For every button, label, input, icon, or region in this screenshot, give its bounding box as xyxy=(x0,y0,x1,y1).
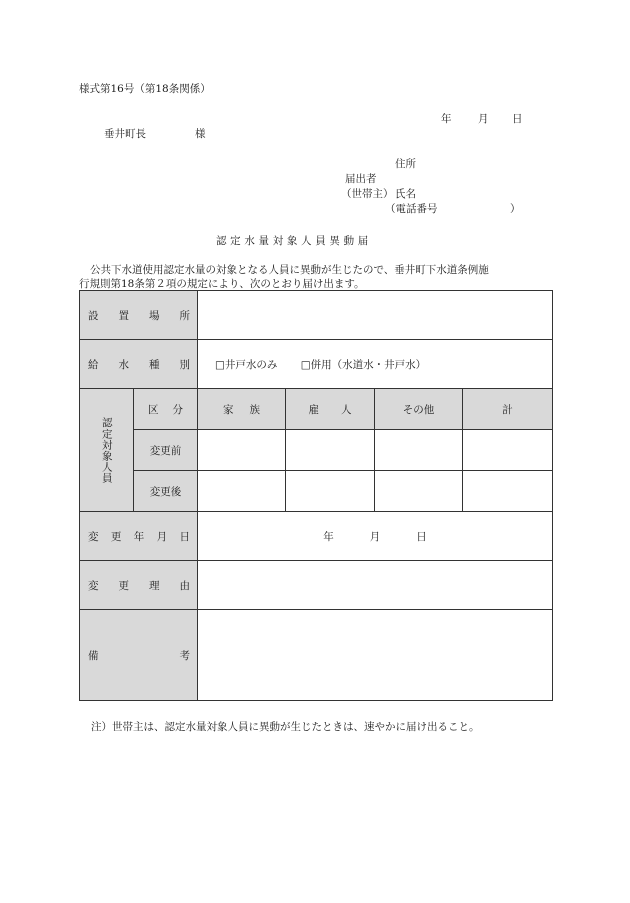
row-location xyxy=(80,291,553,340)
label-change-reason: 変 更 理 由 xyxy=(80,561,198,610)
row-category-header xyxy=(80,389,553,430)
document-title: 認定水量対象人員異動届 xyxy=(216,235,372,247)
checkbox-well-only[interactable]: □井戸水のみ xyxy=(215,358,278,371)
addressee: 垂井町長 xyxy=(104,128,146,140)
cell-before-other[interactable] xyxy=(375,430,463,471)
label-supply-type: 給 水 種 別 xyxy=(80,340,198,389)
col-other: その他 xyxy=(375,389,463,430)
field-location[interactable] xyxy=(198,291,553,340)
col-total: 計 xyxy=(463,389,553,430)
date-day-label: 日 xyxy=(512,113,523,125)
cell-before-family[interactable] xyxy=(198,430,286,471)
col-family: 家 族 xyxy=(198,389,286,430)
row-change-date xyxy=(80,512,553,561)
date-month-label: 月 xyxy=(478,113,489,125)
row-before-change xyxy=(80,430,553,471)
field-supply-type xyxy=(198,340,553,389)
label-before: 変更前 xyxy=(134,430,198,471)
cell-after-other[interactable] xyxy=(375,471,463,512)
honorific: 様 xyxy=(195,128,206,140)
cell-after-employee[interactable] xyxy=(286,471,375,512)
row-after-change xyxy=(80,471,553,512)
label-location: 設 置 場 所 xyxy=(80,291,198,340)
address-label: 住所 xyxy=(395,158,416,170)
label-change-date: 変 更 年 月 日 xyxy=(80,512,198,561)
field-change-reason[interactable] xyxy=(198,561,553,610)
col-employee: 雇 人 xyxy=(286,389,375,430)
phone-close: ） xyxy=(510,203,521,215)
row-supply-type xyxy=(80,340,553,389)
field-change-date[interactable]: 年 月 日 xyxy=(198,512,553,561)
cell-after-family[interactable] xyxy=(198,471,286,512)
cell-after-total[interactable] xyxy=(463,471,553,512)
form-number: 様式第16号（第18条関係） xyxy=(79,83,211,95)
row-change-reason xyxy=(80,561,553,610)
intro-text-line2: 行規則第18条第２項の規定により、次のとおり届け出ます。 xyxy=(79,278,365,290)
cell-before-employee[interactable] xyxy=(286,430,375,471)
label-remarks: 備 考 xyxy=(80,610,198,701)
label-kubun: 区 分 xyxy=(134,389,198,430)
phone-label: （電話番号 xyxy=(385,203,438,215)
footnote: 注）世帯主は、認定水量対象人員に異動が生じたときは、速やかに届け出ること。 xyxy=(91,721,480,733)
intro-text-line1: 公共下水道使用認定水量の対象となる人員に異動が生じたので、垂井町下水道条例施 xyxy=(90,264,489,276)
household-head-label: （世帯主） xyxy=(341,188,394,200)
label-after: 変更後 xyxy=(134,471,198,512)
field-remarks[interactable] xyxy=(198,610,553,701)
checkbox-combined[interactable]: □併用（水道水・井戸水） xyxy=(300,358,427,371)
notification-table xyxy=(79,290,553,701)
name-label: 氏名 xyxy=(395,188,416,200)
row-remarks xyxy=(80,610,553,701)
applicant-label: 届出者 xyxy=(345,173,377,185)
date-year-label: 年 xyxy=(441,113,452,125)
label-persons: 認定対象人員 xyxy=(80,389,134,512)
cell-before-total[interactable] xyxy=(463,430,553,471)
